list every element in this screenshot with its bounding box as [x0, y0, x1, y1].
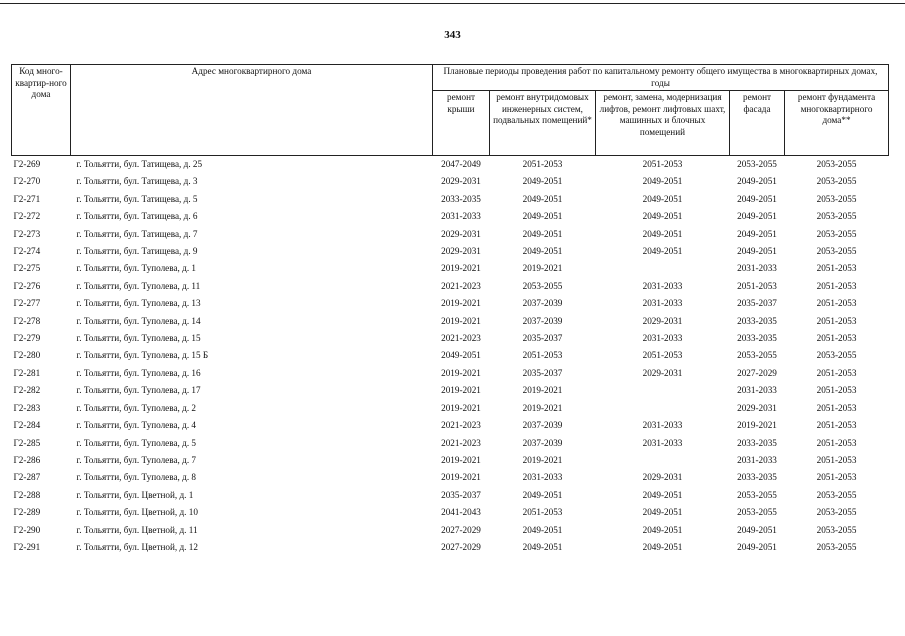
cell-roof: 2035-2037 — [441, 489, 481, 500]
cell-address: г. Тольятти, бул. Туполева, д. 1 — [76, 263, 197, 274]
cell-foundation: 2051-2053 — [816, 385, 857, 396]
cell-lifts: 2029-2031 — [642, 315, 683, 326]
cell-facade: 2027-2029 — [737, 367, 777, 378]
cell-facade: 2049-2051 — [737, 246, 777, 257]
cell-roof: 2041-2043 — [441, 507, 481, 518]
cell-lifts: 2049-2051 — [642, 507, 683, 518]
table-row — [12, 365, 889, 382]
cell-address: г. Тольятти, бул. Туполева, д. 8 — [76, 472, 197, 483]
cell-foundation: 2051-2053 — [816, 263, 857, 274]
table-row — [12, 313, 889, 330]
cell-foundation: 2053-2055 — [816, 489, 857, 500]
cell-foundation: 2051-2053 — [816, 280, 857, 291]
cell-facade: 2035-2037 — [737, 298, 777, 309]
cell-address: г. Тольятти, бул. Туполева, д. 11 — [76, 280, 201, 291]
cell-roof: 2029-2031 — [441, 228, 481, 239]
cell-systems: 2049-2051 — [522, 524, 563, 535]
cell-code: Г2-279 — [13, 333, 41, 344]
cell-code: Г2-287 — [13, 472, 41, 483]
table-row — [12, 347, 889, 364]
cell-foundation: 2053-2055 — [816, 246, 857, 257]
cell-roof: 2031-2033 — [441, 211, 481, 222]
cell-roof: 2019-2021 — [441, 315, 481, 326]
cell-lifts: 2051-2053 — [642, 159, 683, 169]
cell-code: Г2-282 — [13, 385, 41, 396]
cell-systems: 2035-2037 — [522, 367, 563, 378]
cell-code: Г2-289 — [13, 507, 41, 518]
cell-foundation: 2051-2053 — [816, 367, 857, 378]
cell-lifts: 2031-2033 — [642, 437, 683, 448]
cell-systems: 2037-2039 — [522, 420, 563, 431]
cell-lifts: 2031-2033 — [642, 298, 683, 309]
cell-code: Г2-278 — [13, 315, 41, 326]
cell-code: Г2-270 — [13, 176, 41, 187]
cell-facade: 2031-2033 — [737, 454, 777, 465]
cell-facade: 2053-2055 — [737, 350, 777, 361]
cell-code: Г2-271 — [13, 193, 41, 204]
cell-systems: 2051-2053 — [522, 159, 563, 169]
cell-address: г. Тольятти, бул. Туполева, д. 13 — [76, 298, 201, 309]
cell-systems: 2053-2055 — [522, 280, 563, 291]
cell-facade: 2053-2055 — [737, 159, 777, 169]
cell-lifts: 2049-2051 — [642, 228, 683, 239]
cell-roof: 2027-2029 — [441, 541, 481, 552]
cell-facade: 2049-2051 — [737, 176, 777, 187]
cell-foundation: 2051-2053 — [816, 402, 857, 413]
cell-systems: 2049-2051 — [522, 211, 563, 222]
cell-code: Г2-269 — [13, 159, 41, 169]
table-row — [12, 382, 889, 399]
cell-roof: 2029-2031 — [441, 176, 481, 187]
cell-foundation: 2051-2053 — [816, 420, 857, 431]
cell-code: Г2-286 — [13, 454, 41, 465]
cell-facade: 2031-2033 — [737, 263, 777, 274]
cell-foundation: 2053-2055 — [816, 176, 857, 187]
cell-address: г. Тольятти, бул. Туполева, д. 17 — [76, 385, 201, 396]
cell-roof: 2029-2031 — [441, 246, 481, 257]
cell-code: Г2-285 — [13, 437, 41, 448]
cell-facade: 2049-2051 — [737, 211, 777, 222]
table-row — [12, 173, 889, 190]
cell-lifts: 2049-2051 — [642, 246, 683, 257]
header-row-1 — [12, 65, 889, 91]
cell-roof: 2019-2021 — [441, 472, 481, 483]
cell-roof: 2021-2023 — [441, 333, 481, 344]
cell-systems: 2049-2051 — [522, 541, 563, 552]
cell-systems: 2051-2053 — [522, 350, 563, 361]
cell-code: Г2-288 — [13, 489, 41, 500]
cell-address: г. Тольятти, бул. Туполева, д. 2 — [76, 402, 197, 413]
cell-address: г. Тольятти, бул. Татищева, д. 5 — [76, 193, 198, 204]
cell-foundation: 2053-2055 — [816, 228, 857, 239]
cell-systems: 2019-2021 — [522, 263, 563, 274]
cell-lifts: 2049-2051 — [642, 211, 683, 222]
cell-lifts: 2049-2051 — [642, 193, 683, 204]
header-roof: ремонт крыши — [433, 91, 490, 156]
cell-address: г. Тольятти, бул. Татищева, д. 3 — [76, 176, 198, 187]
table-row — [12, 417, 889, 434]
cell-roof: 2019-2021 — [441, 454, 481, 465]
header-lifts: ремонт, замена, модернизация лифтов, ремонт лифтовых шахт, машинных и блочных помещений — [596, 91, 730, 156]
header-facade: ремонт фасада — [730, 91, 785, 156]
cell-facade: 2033-2035 — [737, 333, 777, 344]
cell-foundation: 2051-2053 — [816, 315, 857, 326]
cell-roof: 2047-2049 — [441, 159, 481, 169]
header-address: Адрес многоквартирного дома — [71, 65, 433, 156]
table-row — [12, 539, 889, 556]
header-periods: Плановые периоды проведения работ по капитальному ремонту общего имущества в многоквартирных домах, годы — [433, 65, 889, 91]
cell-systems: 2049-2051 — [522, 193, 563, 204]
table-row — [12, 522, 889, 539]
cell-facade: 2051-2053 — [737, 280, 777, 291]
cell-lifts — [596, 400, 730, 417]
cell-address: г. Тольятти, бул. Туполева, д. 7 — [76, 454, 197, 465]
table-body — [12, 156, 889, 557]
cell-address: г. Тольятти, бул. Туполева, д. 15 Б — [76, 350, 209, 361]
cell-lifts — [596, 382, 730, 399]
cell-systems: 2019-2021 — [522, 402, 563, 413]
page-number: 343 — [444, 29, 461, 41]
cell-roof: 2027-2029 — [441, 524, 481, 535]
cell-foundation: 2051-2053 — [816, 454, 857, 465]
repair-schedule-table — [11, 64, 889, 556]
cell-code: Г2-280 — [13, 350, 41, 361]
cell-systems: 2051-2053 — [522, 507, 563, 518]
cell-foundation: 2051-2053 — [816, 472, 857, 483]
table-row — [12, 452, 889, 469]
cell-address: г. Тольятти, бул. Цветной, д. 12 — [76, 541, 198, 552]
table-row — [12, 226, 889, 243]
top-rule — [0, 3, 905, 4]
cell-systems: 2037-2039 — [522, 298, 563, 309]
cell-foundation: 2051-2053 — [816, 437, 857, 448]
cell-facade: 2019-2021 — [737, 420, 777, 431]
cell-lifts: 2049-2051 — [642, 524, 683, 535]
cell-address: г. Тольятти, бул. Туполева, д. 5 — [76, 437, 197, 448]
cell-lifts: 2029-2031 — [642, 367, 683, 378]
cell-address: г. Тольятти, бул. Туполева, д. 15 — [76, 333, 201, 344]
cell-foundation: 2053-2055 — [816, 524, 857, 535]
cell-lifts — [596, 452, 730, 469]
cell-roof: 2021-2023 — [441, 280, 481, 291]
cell-address: г. Тольятти, бул. Цветной, д. 10 — [76, 507, 198, 518]
cell-lifts: 2051-2053 — [642, 350, 683, 361]
cell-code: Г2-273 — [13, 228, 41, 239]
cell-roof: 2019-2021 — [441, 263, 481, 274]
cell-foundation: 2053-2055 — [816, 507, 857, 518]
cell-address: г. Тольятти, бул. Татищева, д. 6 — [76, 211, 198, 222]
cell-foundation: 2053-2055 — [816, 193, 857, 204]
cell-systems: 2049-2051 — [522, 246, 563, 257]
cell-facade: 2053-2055 — [737, 489, 777, 500]
table-row — [12, 260, 889, 277]
cell-code: Г2-275 — [13, 263, 41, 274]
cell-systems: 2037-2039 — [522, 315, 563, 326]
table-row — [12, 435, 889, 452]
cell-lifts: 2049-2051 — [642, 489, 683, 500]
cell-address: г. Тольятти, бул. Туполева, д. 4 — [76, 420, 197, 431]
cell-code: Г2-290 — [13, 524, 41, 535]
cell-roof: 2019-2021 — [441, 298, 481, 309]
cell-roof: 2019-2021 — [441, 402, 481, 413]
cell-address: г. Тольятти, бул. Татищева, д. 9 — [76, 246, 198, 257]
cell-facade: 2049-2051 — [737, 541, 777, 552]
cell-lifts: 2049-2051 — [642, 541, 683, 552]
cell-code: Г2-283 — [13, 402, 41, 413]
cell-code: Г2-277 — [13, 298, 41, 309]
cell-systems: 2049-2051 — [522, 176, 563, 187]
cell-systems: 2019-2021 — [522, 385, 563, 396]
cell-lifts: 2031-2033 — [642, 280, 683, 291]
cell-address: г. Тольятти, бул. Туполева, д. 16 — [76, 367, 201, 378]
header-systems: ремонт внутридомовых инженерных систем, подвальных помещений* — [490, 91, 596, 156]
cell-roof: 2033-2035 — [441, 193, 481, 204]
table-row — [12, 330, 889, 347]
cell-systems: 2049-2051 — [522, 489, 563, 500]
cell-facade: 2049-2051 — [737, 228, 777, 239]
cell-roof: 2019-2021 — [441, 367, 481, 378]
cell-facade: 2049-2051 — [737, 524, 777, 535]
cell-lifts: 2031-2033 — [642, 420, 683, 431]
table-row — [12, 295, 889, 312]
cell-roof: 2021-2023 — [441, 420, 481, 431]
cell-systems: 2035-2037 — [522, 333, 563, 344]
cell-foundation: 2051-2053 — [816, 298, 857, 309]
cell-code: Г2-272 — [13, 211, 41, 222]
cell-foundation: 2053-2055 — [816, 350, 857, 361]
cell-address: г. Тольятти, бул. Цветной, д. 11 — [76, 524, 198, 535]
cell-systems: 2031-2033 — [522, 472, 563, 483]
cell-foundation: 2051-2053 — [816, 333, 857, 344]
cell-systems: 2019-2021 — [522, 454, 563, 465]
table-row — [12, 487, 889, 504]
cell-systems: 2037-2039 — [522, 437, 563, 448]
cell-code: Г2-281 — [13, 367, 41, 378]
table-row — [12, 504, 889, 521]
cell-lifts — [596, 260, 730, 277]
cell-address: г. Тольятти, бул. Цветной, д. 1 — [76, 489, 194, 500]
table-row — [12, 469, 889, 486]
cell-foundation: 2053-2055 — [816, 541, 857, 552]
cell-facade: 2053-2055 — [737, 507, 777, 518]
cell-foundation: 2053-2055 — [816, 211, 857, 222]
cell-facade: 2033-2035 — [737, 472, 777, 483]
cell-address: г. Тольятти, бул. Туполева, д. 14 — [76, 315, 201, 326]
cell-roof: 2019-2021 — [441, 385, 481, 396]
cell-facade: 2031-2033 — [737, 385, 777, 396]
cell-address: г. Тольятти, бул. Татищева, д. 7 — [76, 228, 198, 239]
cell-lifts: 2049-2051 — [642, 176, 683, 187]
cell-roof: 2021-2023 — [441, 437, 481, 448]
cell-code: Г2-291 — [13, 541, 41, 552]
cell-facade: 2033-2035 — [737, 315, 777, 326]
cell-lifts: 2031-2033 — [642, 333, 683, 344]
table-row — [12, 243, 889, 260]
table-row — [12, 191, 889, 208]
cell-code: Г2-284 — [13, 420, 41, 431]
cell-address: г. Тольятти, бул. Татищева, д. 25 — [76, 159, 203, 169]
cell-facade: 2049-2051 — [737, 193, 777, 204]
cell-code: Г2-274 — [13, 246, 41, 257]
cell-lifts: 2029-2031 — [642, 472, 683, 483]
table-row — [12, 400, 889, 417]
header-foundation: ремонт фундамента многоквартирного дома** — [785, 91, 889, 156]
table-row — [12, 278, 889, 295]
cell-code: Г2-276 — [13, 280, 41, 291]
cell-foundation: 2053-2055 — [816, 159, 857, 169]
cell-roof: 2049-2051 — [441, 350, 481, 361]
cell-systems: 2049-2051 — [522, 228, 563, 239]
table-row — [12, 208, 889, 225]
cell-facade: 2033-2035 — [737, 437, 777, 448]
cell-facade: 2029-2031 — [737, 402, 777, 413]
table-row — [12, 156, 889, 174]
header-code: Код много-квартир-ного дома — [12, 65, 71, 156]
